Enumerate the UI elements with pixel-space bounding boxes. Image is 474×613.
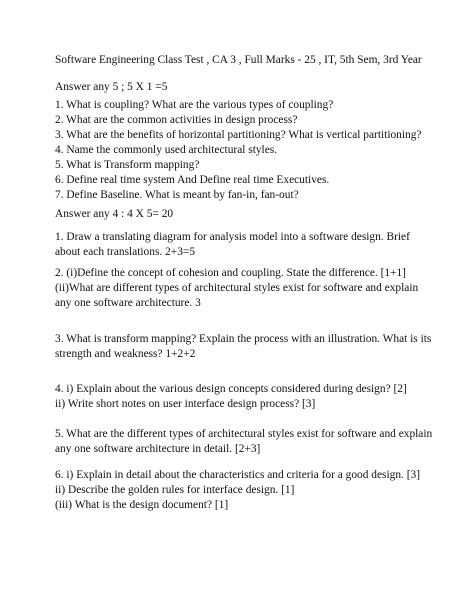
section1-question: 4. Name the commonly used architectural styles. [55,144,278,156]
question-line: (ii)What are different types of architectural styles exist for software and explain [55,282,419,294]
section1-question: 6. Define real time system And Define real time Executives. [55,174,330,186]
section2-question-5 [55,427,455,457]
section2-question-6 [55,468,455,513]
section1-instruction-text: Answer any 5 ; 5 X 1 =5 [55,81,168,93]
question-line: any one software architecture. 3 [55,297,201,309]
section1-question: 5. What is Transform mapping? [55,159,200,171]
section2-instruction-text: Answer any 4 : 4 X 5= 20 [55,208,174,220]
question-line: 5. What are the different types of architectural styles exist for software and explain [55,428,433,440]
section2-instruction [55,207,455,222]
section1-question: 3. What are the benefits of horizontal partitioning? What is vertical partitioning? [55,129,422,141]
section2-question-2 [55,266,455,311]
question-line: ii) Describe the golden rules for interface design. [1] [55,484,295,496]
question-line: 4. i) Explain about the various design concepts considered during design? [2] [55,383,407,395]
document-title [55,53,455,68]
section1-question-list [55,98,455,203]
title-text: Software Engineering Class Test , CA 3 , Full Marks - 25 , IT, 5th Sem, 3rd Year [55,54,422,66]
section1-question: 1. What is coupling? What are the various types of coupling? [55,99,334,111]
question-line: about each translations. 2+3=5 [55,246,196,258]
section2-question-1 [55,230,455,260]
section1-question: 7. Define Baseline. What is meant by fan-in, fan-out? [55,189,299,201]
question-line: 1. Draw a translating diagram for analysis model into a software design. Brief [55,231,410,243]
section2-question-3 [55,332,455,362]
section1-instruction [55,80,455,95]
question-line: (iii) What is the design document? [1] [55,499,229,511]
section2-question-4 [55,382,455,412]
question-line: strength and weakness? 1+2+2 [55,348,196,360]
question-line: 3. What is transform mapping? Explain the process with an illustration. What is its [55,333,432,345]
question-line: any one software architecture in detail. [2+3] [55,443,261,455]
question-line: 6. i) Explain in detail about the characteristics and criteria for a good design. [3] [55,469,421,481]
question-line: ii) Write short notes on user interface design process? [3] [55,398,316,410]
section1-question: 2. What are the common activities in design process? [55,114,298,126]
question-line: 2. (i)Define the concept of cohesion and coupling. State the difference. [1+1] [55,267,406,279]
